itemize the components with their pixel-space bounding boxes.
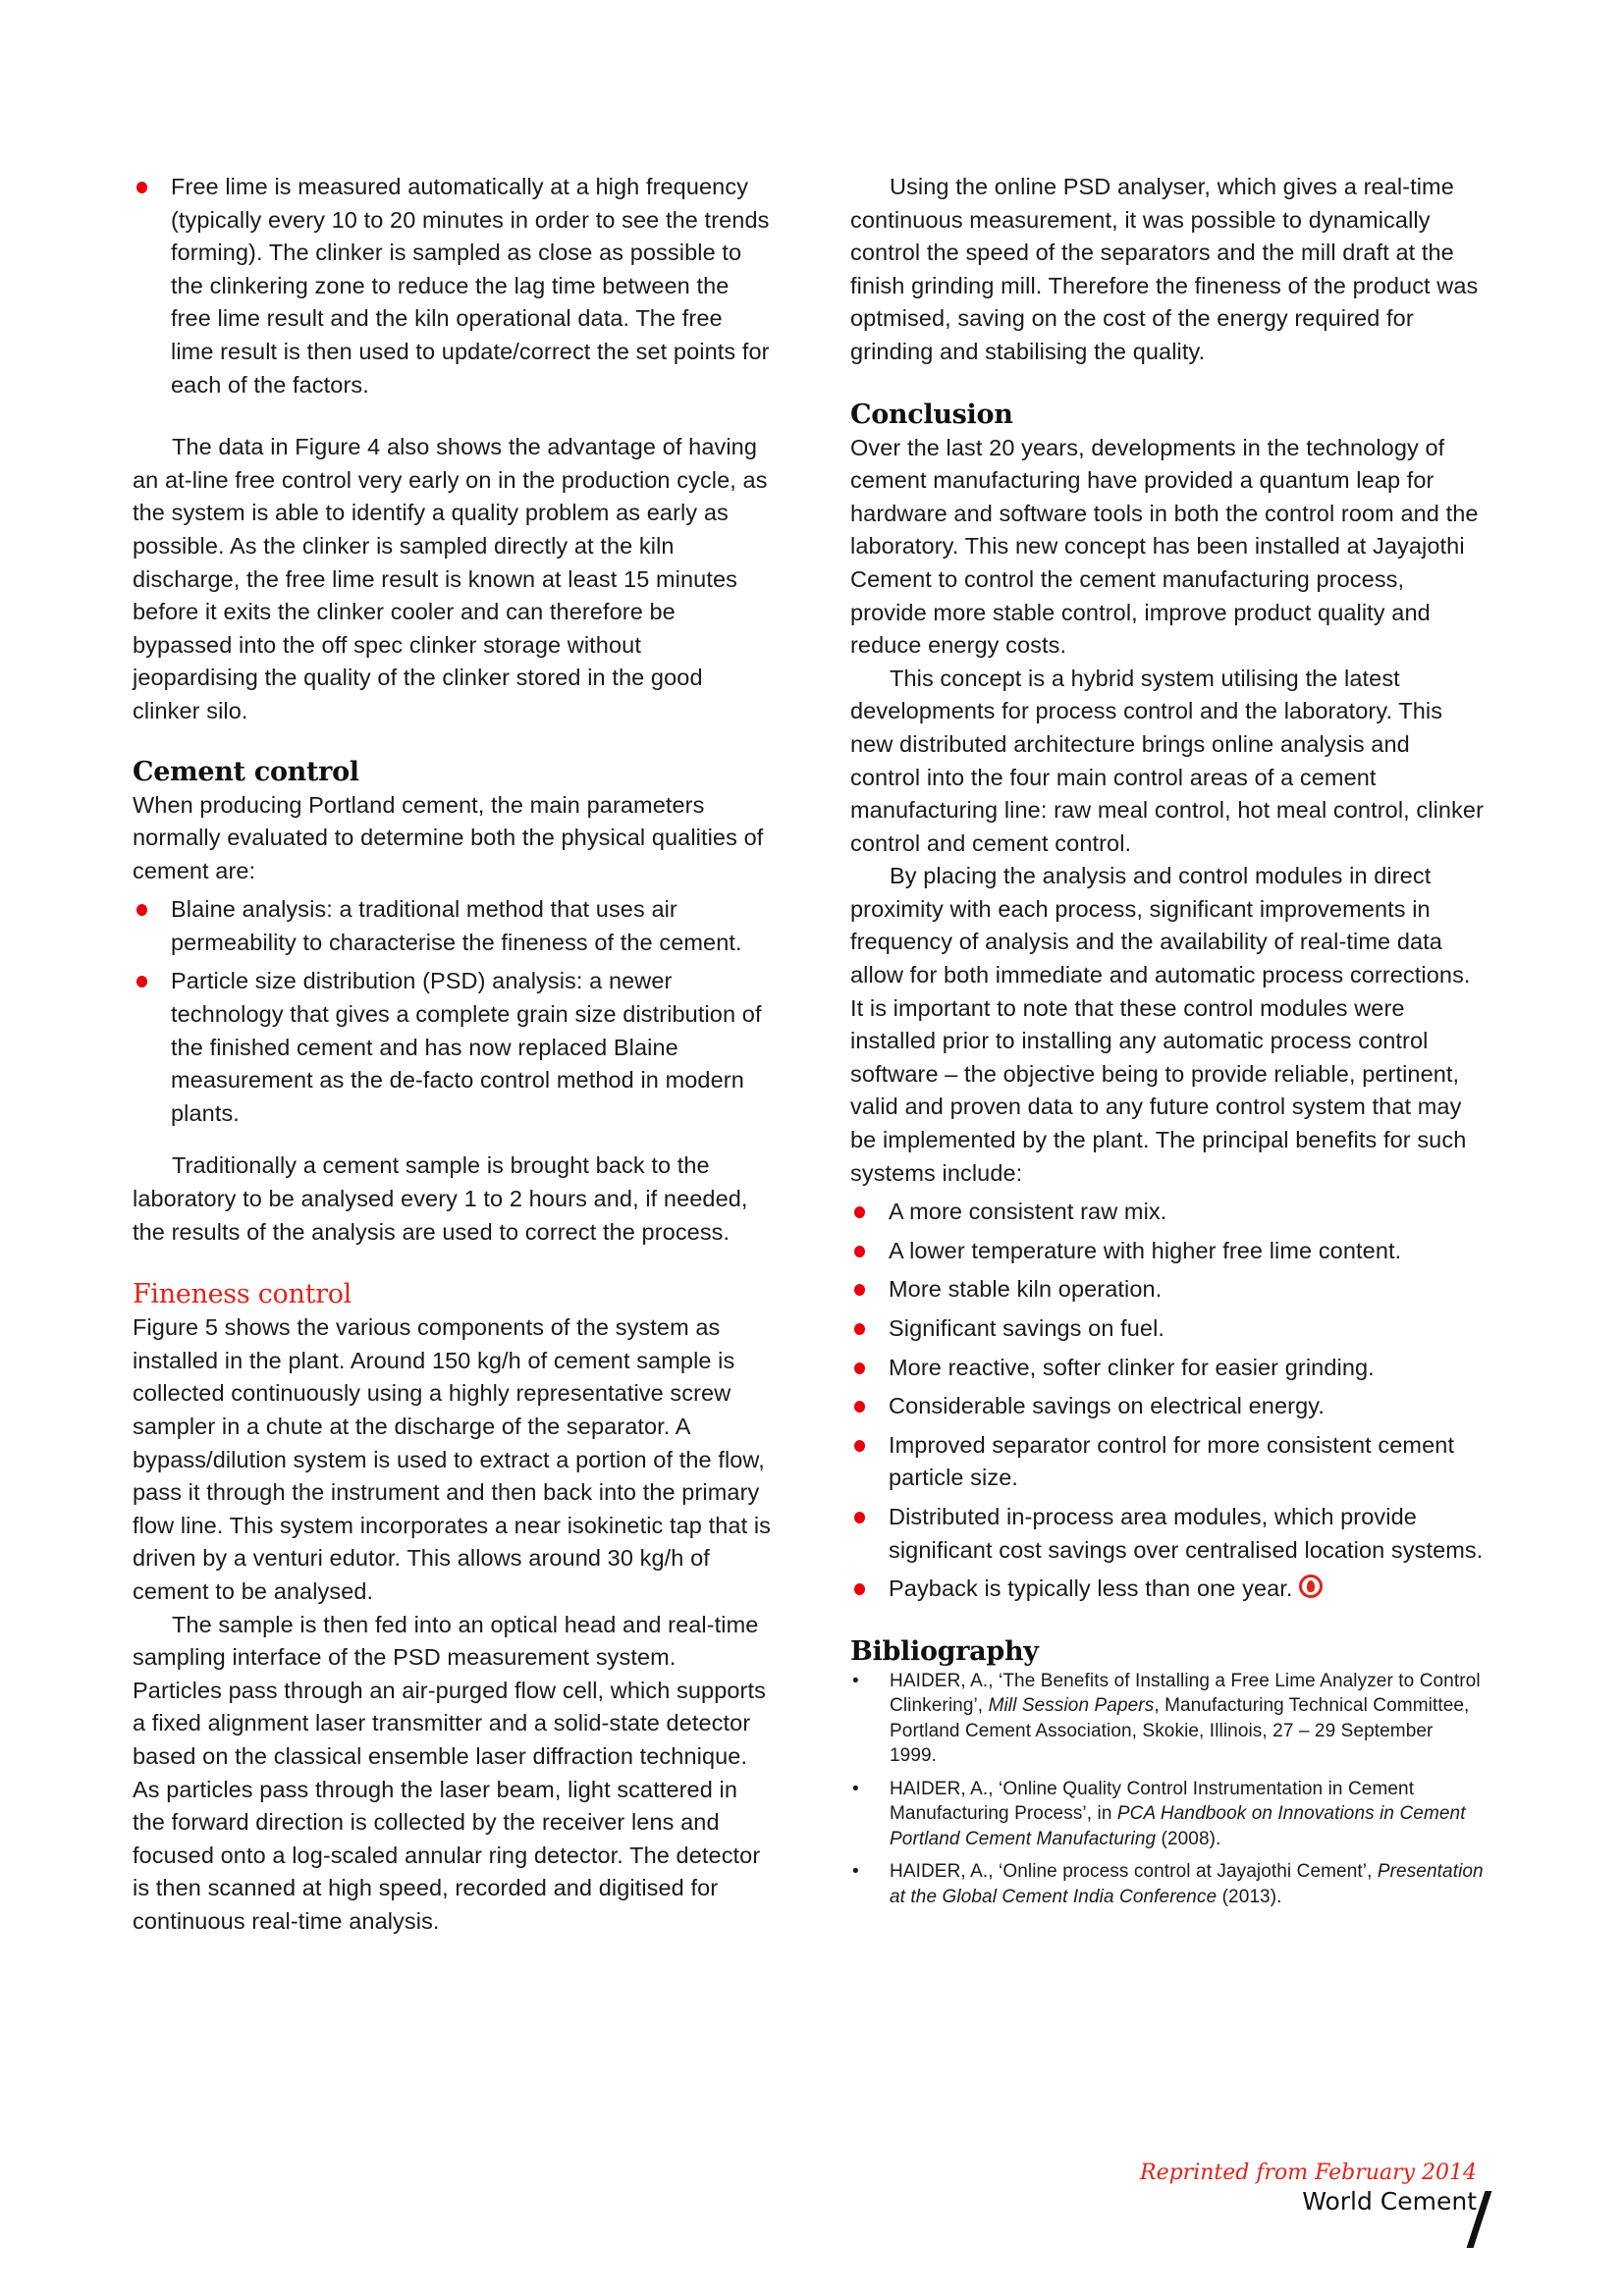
bullet-dot-icon — [136, 182, 147, 193]
paragraph-conclusion-1: Over the last 20 years, developments in the technology of cement manufacturing have provided a quantum leap for hardware and software tools in both the control room and the laboratory. This new concept has been installed at Jayajothi Cement to control the cement manufacturing process, provide more stable control, improve product quality and reduce energy costs. — [850, 434, 1479, 659]
entry-title-italic: Mill Session Papers — [988, 1695, 1155, 1717]
entry-title-italic: Presentation at the Global Cement India Conference — [890, 1861, 1484, 1907]
reprint-note: Reprinted from February 2014 — [1140, 2161, 1477, 2185]
paragraph-fineness-1: Figure 5 shows the various components of the system as installed in the plant. Around 150 kg/h of cement sample is collected continuously using a highly representative screw sampler in a chute at the discharge of the separator. A bypass/dilution system is used to extract a portion of the flow, pass it through the instrument and then back into the primary flow line. This system incorporates a near isokinetic tap that is driven by a venturi edutor. This allows around 30 kg/h of cement to be analysed. — [133, 1314, 771, 1604]
list-item — [850, 1501, 1484, 1567]
paragraph-figure4: The data in Figure 4 also shows the advantage of having an at-line free control very early on in the production cycle, as the system is able to identify a quality problem as early as possible. As the clinker is sampled directly at the kiln discharge, the free lime result is known at least 15 minutes before it exits the clinker cooler and can therefore be bypassed into the off spec clinker storage without jeopardising the quality of the clinker stored in the good clinker silo. — [133, 434, 768, 723]
right-column — [850, 171, 1484, 1917]
paragraph-conclusion-3: By placing the analysis and control modules in direct proximity with each process, significant improvements in frequency of analysis and the availability of real-time data allow for both immediate and automatic process corrections. It is important to note that these control modules were installed prior to installing any automatic process control software – the objective being to provide reliable, pertinent, valid and proven data to any future control system that may be implemented by the plant. The principal benefits for such systems include: — [850, 863, 1471, 1186]
bullet-text: A lower temperature with higher free lime content. — [889, 1237, 1402, 1263]
list-item — [850, 1273, 1484, 1307]
bullet-text: Considerable savings on electrical energy. — [889, 1393, 1325, 1419]
section-heading-fineness-control: Fineness control — [133, 1279, 352, 1310]
list-item — [850, 1352, 1484, 1385]
bullet-text: Significant savings on fuel. — [889, 1315, 1165, 1341]
bullet-dot-icon — [854, 1401, 865, 1413]
list-item — [850, 1429, 1484, 1495]
section-heading-conclusion: Conclusion — [850, 399, 1013, 430]
left-column — [133, 171, 771, 1939]
list-item — [850, 1573, 1484, 1606]
bullet-text: A more consistent raw mix. — [889, 1199, 1167, 1225]
bibliography-entry — [850, 1777, 1484, 1852]
bullet-dot-icon — [136, 904, 147, 916]
bullet-dot-icon — [854, 1246, 865, 1257]
bullet-text: Blaine analysis: a traditional method that uses air permeability to characterise the fineness of the cement. — [171, 896, 742, 955]
small-bullet-icon: • — [852, 1861, 859, 1883]
paragraph-cement-intro: When producing Portland cement, the main parameters normally evaluated to determine both the physical qualities of cement are: — [133, 791, 764, 883]
bibliography-entry — [850, 1859, 1484, 1909]
entry-text: , Manufacturing Technical Committee, Portland Cement Association, Skokie, Illinois, 27 – 29 September 1999. — [890, 1695, 1470, 1767]
bullet-text: Particle size distribution (PSD) analysis: a newer technology that gives a complete grain size distribution of the finished cement and has now replaced Blaine measurement as the de-facto control method in modern plants. — [171, 968, 762, 1126]
bullet-text: Improved separator control for more consistent cement particle size. — [889, 1431, 1455, 1491]
list-item — [133, 171, 771, 401]
paragraph-conclusion-2: This concept is a hybrid system utilising the latest developments for process control and the laboratory. This new distributed architecture brings online analysis and control into the four main control areas of a cement manufacturing line: raw meal control, hot meal control, clinker control and cement control. — [850, 665, 1484, 856]
bullet-dot-icon — [854, 1512, 865, 1523]
paragraph-traditional: Traditionally a cement sample is brought back to the laboratory to be analysed every 1 to 2 hours and, if needed, the results of the analysis are used to correct the process. — [133, 1152, 748, 1245]
entry-text: HAIDER, A., ‘Online Quality Control Instrumentation in Cement Manufacturing Process’, in — [890, 1778, 1415, 1825]
bullet-text: Payback is typically less than one year. — [889, 1575, 1293, 1602]
bullet-dot-icon — [854, 1206, 865, 1218]
bibliography-entry — [850, 1669, 1484, 1769]
entry-text: HAIDER, A., ‘The Benefits of Installing a Free Lime Analyzer to Control Clinkering’, — [890, 1670, 1481, 1717]
bullet-text: Free lime is measured automatically at a high frequency (typically every 10 to 20 minutes in order to see the trends forming). The clinker is sampled as close as possible to the clinkering zone to reduce the lag time between the free lime result and the kiln operational data. The free lime result is then used to update/correct the set points for each of the factors. — [171, 174, 770, 398]
bullet-dot-icon — [136, 976, 147, 988]
section-heading-bibliography: Bibliography — [850, 1635, 1039, 1667]
list-item — [133, 893, 771, 959]
bullet-text: More stable kiln operation. — [889, 1276, 1163, 1303]
list-item — [850, 1390, 1484, 1423]
small-bullet-icon: • — [852, 1670, 859, 1691]
globe-end-mark-icon — [1299, 1575, 1323, 1598]
bullet-dot-icon — [854, 1323, 865, 1335]
paragraph-psd-analyser: Using the online PSD analyser, which gives a real-time continuous measurement, it was possible to dynamically control the speed of the separators and the mill draft at the finish grinding mill. Therefore the fineness of the product was optmised, saving on the cost of the energy required for grinding and stabilising the quality. — [850, 174, 1479, 364]
bullet-dot-icon — [854, 1284, 865, 1296]
bibliography-list — [850, 1669, 1484, 1910]
list-item — [850, 1196, 1484, 1229]
entry-text: (2008). — [1156, 1828, 1221, 1849]
bullet-dot-icon — [854, 1583, 865, 1595]
small-bullet-icon: • — [852, 1778, 859, 1799]
bullet-text: More reactive, softer clinker for easier grinding. — [889, 1354, 1375, 1380]
publication-name: World Cement — [1302, 2187, 1477, 2216]
page-footer — [1140, 2160, 1477, 2216]
free-lime-bullet-list — [133, 171, 771, 401]
entry-text: (2013). — [1217, 1886, 1282, 1907]
list-item — [850, 1235, 1484, 1268]
list-item — [133, 965, 771, 1130]
list-item — [850, 1312, 1484, 1346]
bullet-dot-icon — [854, 1362, 865, 1374]
cement-params-list — [133, 893, 771, 1130]
benefits-list — [850, 1196, 1484, 1606]
section-heading-cement-control: Cement control — [133, 756, 359, 787]
bullet-dot-icon — [854, 1440, 865, 1452]
bullet-text: Distributed in-process area modules, which provide significant cost savings over centralised location systems. — [889, 1503, 1484, 1563]
entry-title-italic: PCA Handbook on Innovations in Cement Portland Cement Manufacturing — [890, 1803, 1466, 1849]
entry-text: HAIDER, A., ‘Online process control at Jayajothi Cement’, — [890, 1861, 1378, 1883]
paragraph-fineness-2: The sample is then fed into an optical head and real-time sampling interface of the PSD measurement system. Particles pass through an air-purged flow cell, which supports a fixed alignment laser transmitter and a solid-state detector based on the classical ensemble laser diffraction technique. As particles pass through the laser beam, light scattered in the forward direction is collected by the receiver lens and focused onto a log-scaled annular ring detector. The detector is then scanned at high speed, recorded and digitised for continuous real-time analysis. — [133, 1611, 766, 1934]
